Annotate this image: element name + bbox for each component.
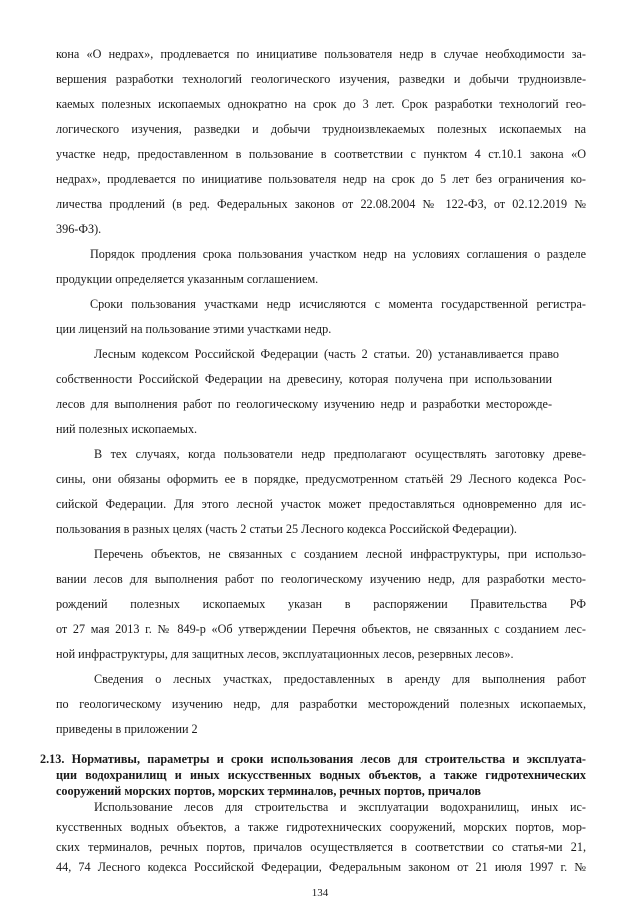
- text-line: рождений полезных ископаемых указан в распоряжении Правительства РФ: [56, 597, 586, 611]
- text-line: Порядок продления срока пользования участком недр на условиях соглашения о разделе: [90, 247, 586, 261]
- text-line: от 27 мая 2013 г. № 849-р «Об утверждении Перечня объектов, не связанных с созданием лес-: [56, 622, 586, 636]
- text-line: 396-ФЗ).: [56, 222, 102, 236]
- text-line: приведены в приложении 2: [56, 722, 198, 736]
- text-line: кусственных водных объектов, а также гидротехнических сооружений, морских портов, мор-: [56, 820, 586, 834]
- text-line: личества продлений (в ред. Федеральных законов от 22.08.2004 № 122-ФЗ, от 02.12.2019 №: [56, 197, 586, 211]
- text-line: пользования в разных целях (часть 2 статьи 25 Лесного кодекса Российской Федерации).: [56, 522, 517, 536]
- text-line: по геологическому изучению недр, для разработки месторождений полезных ископаемых,: [56, 697, 586, 711]
- text-line: ний полезных ископаемых.: [56, 422, 198, 436]
- page-number: 134: [311, 887, 329, 899]
- section-heading: 2.13. Нормативы, параметры и сроки использования лесов для строительства и эксплуата-: [40, 752, 586, 766]
- text-line: вании лесов для выполнения работ по геологическому изучению недр, для разработки место-: [56, 572, 586, 586]
- text-line: каемых полезных ископаемых однократно на срок до 3 лет. Срок разработки технологий гео-: [56, 97, 586, 111]
- text-line: Сроки пользования участками недр исчисляются с момента государственной регистра-: [90, 297, 586, 311]
- text-line: сины, они обязаны оформить ее в порядке, предусмотренном статьёй 29 Лесного кодекса Рос-: [56, 472, 586, 486]
- text-line: логического изучения, разведки и добычи трудноизвлекаемых полезных ископаемых на: [56, 122, 586, 136]
- text-line: участке недр, предоставленном в пользование в соответствии с пунктом 4 ст.10.1 закона «О: [56, 147, 586, 161]
- text-line: лесов для выполнения работ по геологическому изучению недр и разработки месторожде-: [56, 397, 552, 411]
- text-line: кона «О недрах», продлевается по инициативе пользователя недр в случае необходимости за-: [56, 47, 586, 61]
- section-heading: сооружений морских портов, морских терминалов, речных портов, причалов: [56, 784, 481, 798]
- text-line: собственности Российской Федерации на древесину, которая получена при использовании: [56, 372, 552, 386]
- text-line: В тех случаях, когда пользователи недр предполагают осуществлять заготовку древе-: [94, 447, 586, 461]
- text-line: сийской Федерации. Для этого лесной участок может предоставляться одновременно для ис-: [56, 497, 586, 511]
- section-heading: ции водохранилищ и иных искусственных водных объектов, а также гидротехнических: [56, 768, 586, 782]
- text-line: Использование лесов для строительства и эксплуатации водохранилищ, иных ис-: [94, 800, 586, 814]
- text-line: Перечень объектов, не связанных с созданием лесной инфраструктуры, при использо-: [94, 547, 586, 561]
- text-line: продукции определяется указанным соглашением.: [56, 272, 319, 286]
- text-line: 44, 74 Лесного кодекса Российской Федерации, Федеральным законом от 21 июля 1997 г. №: [56, 860, 586, 874]
- text-line: вершения разработки технологий геологического изучения, разведки и добычи трудноизвле-: [56, 72, 586, 86]
- text-line: ции лицензий на пользование этими участками недр.: [56, 322, 332, 336]
- text-line: недрах», продлевается по инициативе пользователя недр на срок до 5 лет без ограничения ко-: [56, 172, 586, 186]
- text-line: ских терминалов, речных портов, причалов осуществляется в соответствии со статья-ми 21,: [56, 840, 586, 854]
- text-line: Сведения о лесных участках, предоставленных в аренду для выполнения работ: [94, 672, 586, 686]
- text-line: Лесным кодексом Российской Федерации (часть 2 статьи. 20) устанавливается право: [94, 347, 559, 361]
- text-line: ной инфраструктуры, для защитных лесов, эксплуатационных лесов, резервных лесов».: [56, 647, 514, 661]
